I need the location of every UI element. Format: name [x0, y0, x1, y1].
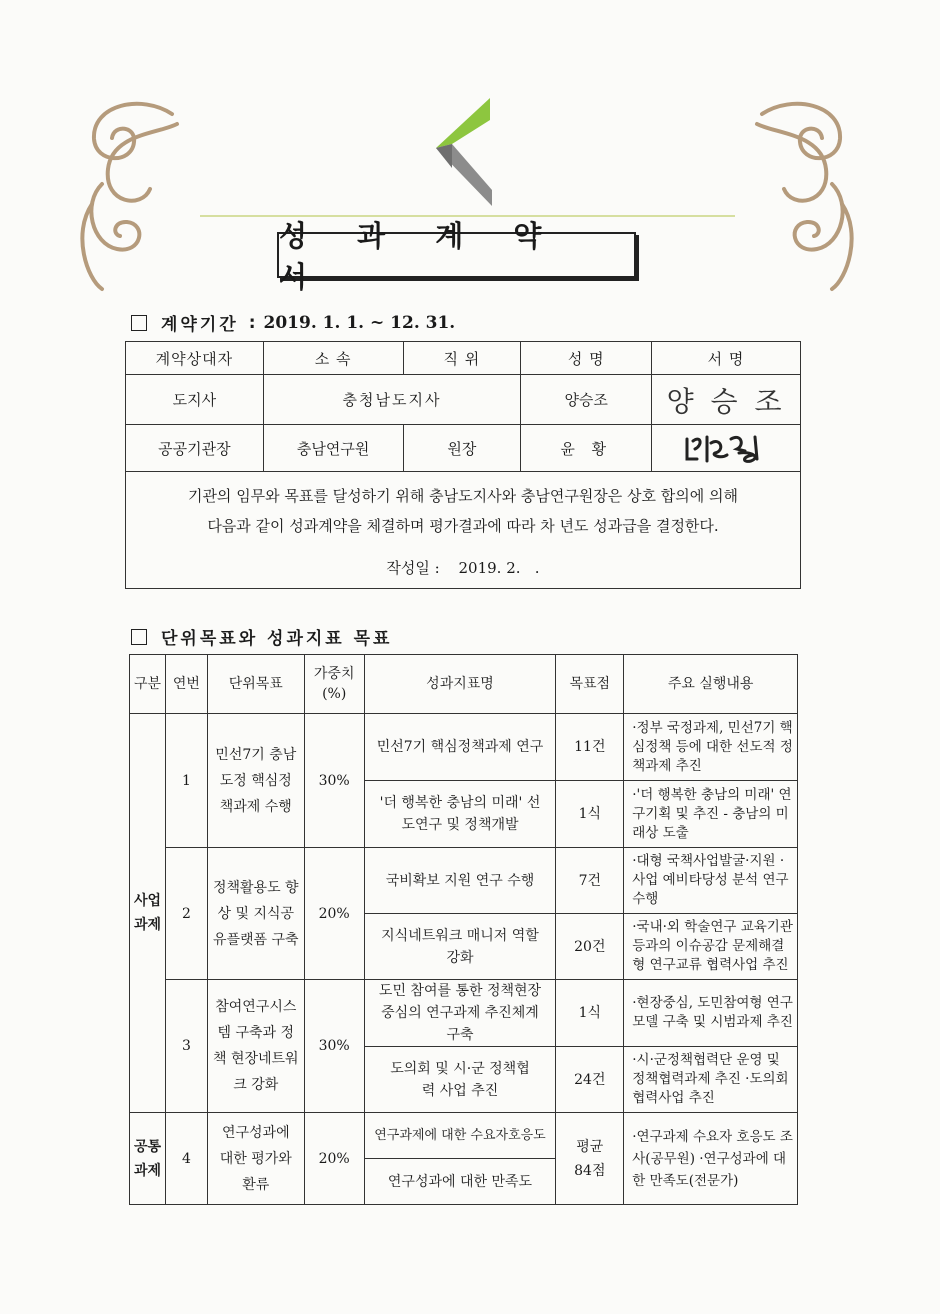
- indicator-target: 1식: [556, 980, 624, 1047]
- governor-signature: [652, 375, 801, 425]
- goal-weight: 30%: [304, 714, 364, 848]
- indicator-target: 20건: [556, 914, 624, 980]
- handwritten-signature: [681, 431, 771, 465]
- date-value: 2019. 2. .: [458, 559, 540, 577]
- goal-weight: 20%: [304, 848, 364, 980]
- unit-goal: 민선7기 충남도정 핵심정책과제 수행: [207, 714, 304, 848]
- goals-table: [129, 654, 798, 1205]
- date-label: 작성일 :: [386, 559, 440, 577]
- head-signature: [652, 425, 801, 472]
- indicator-actions: ·현장중심, 도민참여형 연구모델 구축 및 시범과제 추진: [624, 980, 798, 1047]
- header-position: 직 위: [403, 342, 521, 375]
- header-category: 구분: [130, 655, 166, 714]
- indicator-name: 민선7기 핵심정책과제 연구: [364, 714, 556, 781]
- indicator-name: 연구과제에 대한 수요자호응도: [364, 1113, 556, 1159]
- agreement-line-2: 다음과 같이 성과계약을 체결하며 평가결과에 따라 차 년도 성과급을 결정한다.: [207, 517, 719, 535]
- contract-period-label: 계약기간: [161, 315, 239, 335]
- goal-number: 4: [165, 1113, 207, 1205]
- header-name: 성 명: [521, 342, 652, 375]
- indicator-target: 11건: [556, 714, 624, 781]
- unit-goal: 정책활용도 향상 및 지식공유플랫폼 구축: [207, 848, 304, 980]
- left-corner-ornament: [62, 94, 192, 294]
- goal-number: 3: [165, 980, 207, 1113]
- indicator-target: 1식: [556, 781, 624, 848]
- agreement-line-1: 기관의 임무와 목표를 달성하기 위해 충남도지사와 충남연구원장은 상호 합의에 의해: [187, 487, 739, 505]
- date-line: [126, 553, 800, 583]
- indicator-name: 도의회 및 시·군 정책협력 사업 추진: [364, 1047, 556, 1113]
- category-business: 사업 과제: [130, 714, 166, 1113]
- indicator-name: 도민 참여를 통한 정책현장 중심의 연구과제 추진체계 구축: [364, 980, 556, 1047]
- institute-logo: [432, 98, 496, 206]
- checkbox-icon: [131, 629, 147, 645]
- checkbox-icon: [131, 315, 147, 331]
- indicator-actions: ·연구과제 수요자 호응도 조사(공무원) ·연구성과에 대한 만족도(전문가): [624, 1113, 798, 1205]
- indicator-name: 국비확보 지원 연구 수행: [364, 848, 556, 914]
- indicator-target: 7건: [556, 848, 624, 914]
- indicator-target: 평균 84점: [556, 1113, 624, 1205]
- header-unit-goal: 단위목표: [207, 655, 304, 714]
- category-common: 공통 과제: [130, 1113, 166, 1205]
- header-weight: 가중치 (%): [304, 655, 364, 714]
- indicator-name: 지식네트워크 매니저 역할 강화: [364, 914, 556, 980]
- contract-period-separator: :: [248, 312, 256, 333]
- head-affiliation: 충남연구원: [263, 425, 403, 472]
- indicator-name: 연구성과에 대한 만족도: [364, 1159, 556, 1205]
- indicator-name: '더 행복한 충남의 미래' 선도연구 및 정책개발: [364, 781, 556, 848]
- indicator-actions: ·'더 행복한 충남의 미래' 연구기획 및 추진 - 충남의 미래상 도출: [624, 781, 798, 848]
- indicator-target: 24건: [556, 1047, 624, 1113]
- goals-section-title: [131, 624, 392, 649]
- unit-goal: 연구성과에 대한 평가와 환류: [207, 1113, 304, 1205]
- indicator-actions: ·대형 국책사업발굴·지원 ·사업 예비타당성 분석 연구 수행: [624, 848, 798, 914]
- goal-number: 1: [165, 714, 207, 848]
- indicator-actions: ·국내·외 학술연구 교육기관 등과의 이슈공감 문제해결형 연구교류 협력사업 추진: [624, 914, 798, 980]
- header-actions: 주요 실행내용: [624, 655, 798, 714]
- governor-affiliation: 충청남도지사: [263, 375, 521, 425]
- governor-name: 양승조: [521, 375, 652, 425]
- governor-signature-text: 양 승 조: [666, 384, 786, 418]
- unit-goal: 참여연구시스템 구축과 정책 현장네트워크 강화: [207, 980, 304, 1113]
- contract-period-line: [131, 310, 455, 335]
- parties-table: [125, 341, 801, 589]
- goal-weight: 20%: [304, 1113, 364, 1205]
- indicator-actions: ·정부 국정과제, 민선7기 핵심정책 등에 대한 선도적 정책과제 추진: [624, 714, 798, 781]
- document-title: 성 과 계 약 서: [277, 232, 636, 278]
- header-affiliation: 소 속: [263, 342, 403, 375]
- agreement-text: [126, 472, 801, 589]
- contract-period-value: 2019. 1. 1. ~ 12. 31.: [263, 312, 456, 333]
- header-indicator: 성과지표명: [364, 655, 556, 714]
- header-target: 목표점: [556, 655, 624, 714]
- goals-section-label: 단위목표와 성과지표 목표: [161, 629, 393, 649]
- governor-role: 도지사: [126, 375, 264, 425]
- header-signature: 서 명: [652, 342, 801, 375]
- goal-number: 2: [165, 848, 207, 980]
- goal-weight: 30%: [304, 980, 364, 1113]
- head-name: 윤 황: [521, 425, 652, 472]
- header-number: 연번: [165, 655, 207, 714]
- head-role: 공공기관장: [126, 425, 264, 472]
- header-party: 계약상대자: [126, 342, 264, 375]
- indicator-actions: ·시·군정책협력단 운영 및 정책협력과제 추진 ·도의회 협력사업 추진: [624, 1047, 798, 1113]
- head-position: 원장: [403, 425, 521, 472]
- right-corner-ornament: [742, 94, 872, 294]
